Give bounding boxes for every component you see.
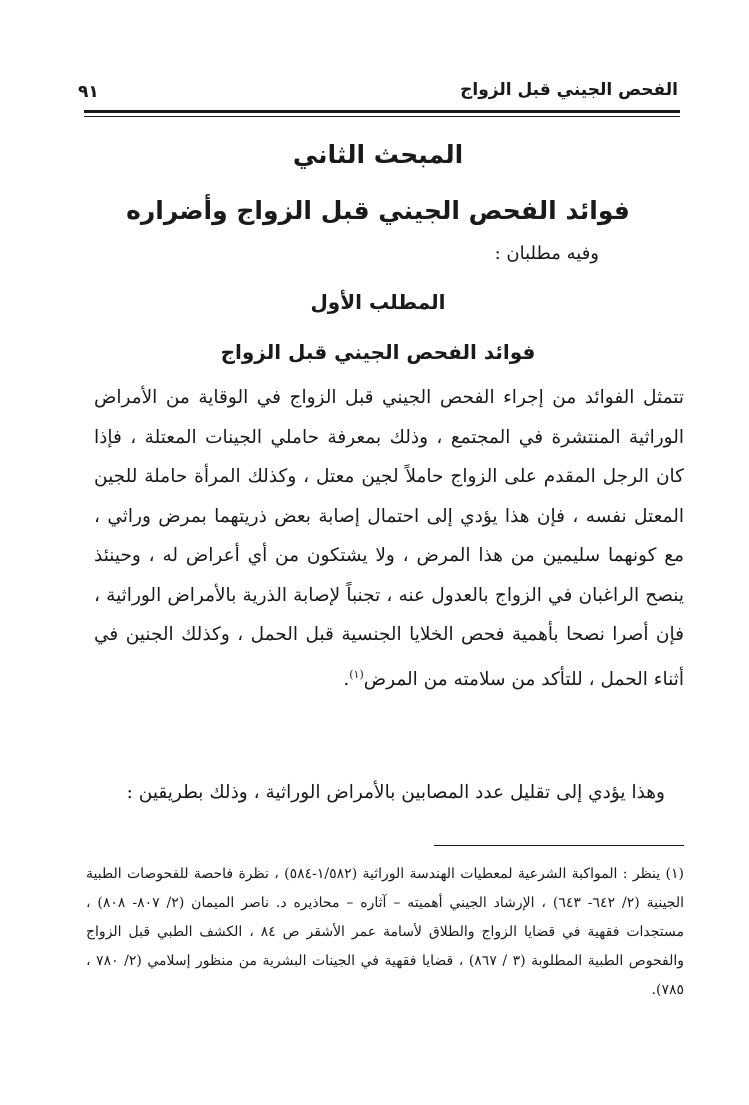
body-paragraph-text: تتمثل الفوائد من إجراء الفحص الجيني قبل الزواج في الوقاية من الأمراض الوراثية المنتشرة في المجتمع ، وذلك بمعرفة حاملي الجينات المعتلة ، فإذا كان الرجل المقدم على الزواج حاملاً لجين معتل ، وكذلك المرأة حاملة للجين المعتل نفسه ، فإن هذا يؤدي إلى احتمال إصابة بعض ذريتهما بمرض وراثي ، مع كونهما سليمين من هذا المرض ، ولا يشتكون من أي أعراض له ، وحينئذ ينصح الراغبان في الزواج بالعدول عنه ، تجنباً لإصابة الذرية بالأمراض الوراثية ، فإن أصرا نصحا بأهمية فحص الخلايا الجنسية قبل الحمل ، وكذلك الجنين في أثناء الحمل ، للتأكد من سلامته من المرض <box>94 387 684 690</box>
footnote-reference: (١) <box>349 667 364 681</box>
body-paragraph <box>94 378 684 699</box>
footnote: (١) ينظر : المواكبة الشرعية لمعطيات الهندسة الوراثية (١/٥٨٢-٥٨٤) ، نظرة فاحصة للفحوصات الطبية الجينية (٢/ ٦٤٢- ٦٤٣) ، الإرشاد الجيني أهميته – آثاره – محاذيره د. ناصر الميمان (٢/ ٨٠٧- ٨٠٨) ، مستجدات فقهية في قضايا الزواج والطلاق لأسامة عمر الأشقر ص ٨٤ ، الكشف الطبي قبل الزواج والفحوص الطبية المطلوبة (٣ / ٨٦٧) ، قضايا فقهية في الجينات البشرية من منظور إسلامي (٢/ ٧٨٠ ، ٧٨٥). <box>86 866 684 998</box>
conclusion-line: وهذا يؤدي إلى تقليل عدد المصابين بالأمراض الوراثية ، وذلك بطريقين : <box>126 782 665 803</box>
running-header-title: الفحص الجيني قبل الزواج <box>460 80 678 100</box>
running-header <box>78 80 678 110</box>
footnote-separator <box>434 845 684 846</box>
section-title: فوائد الفحص الجيني قبل الزواج وأضراره <box>126 196 630 225</box>
header-rule-thick <box>84 110 680 113</box>
subsection-title: فوائد الفحص الجيني قبل الزواج <box>220 340 536 364</box>
section-intro: وفيه مطلبان : <box>494 243 599 264</box>
page-number: ٩١ <box>78 82 99 102</box>
section-heading: المبحث الثاني <box>292 140 464 169</box>
subsection-heading: المطلب الأول <box>310 290 446 314</box>
header-rule-thin <box>84 116 680 117</box>
body-paragraph-end: . <box>343 668 350 690</box>
